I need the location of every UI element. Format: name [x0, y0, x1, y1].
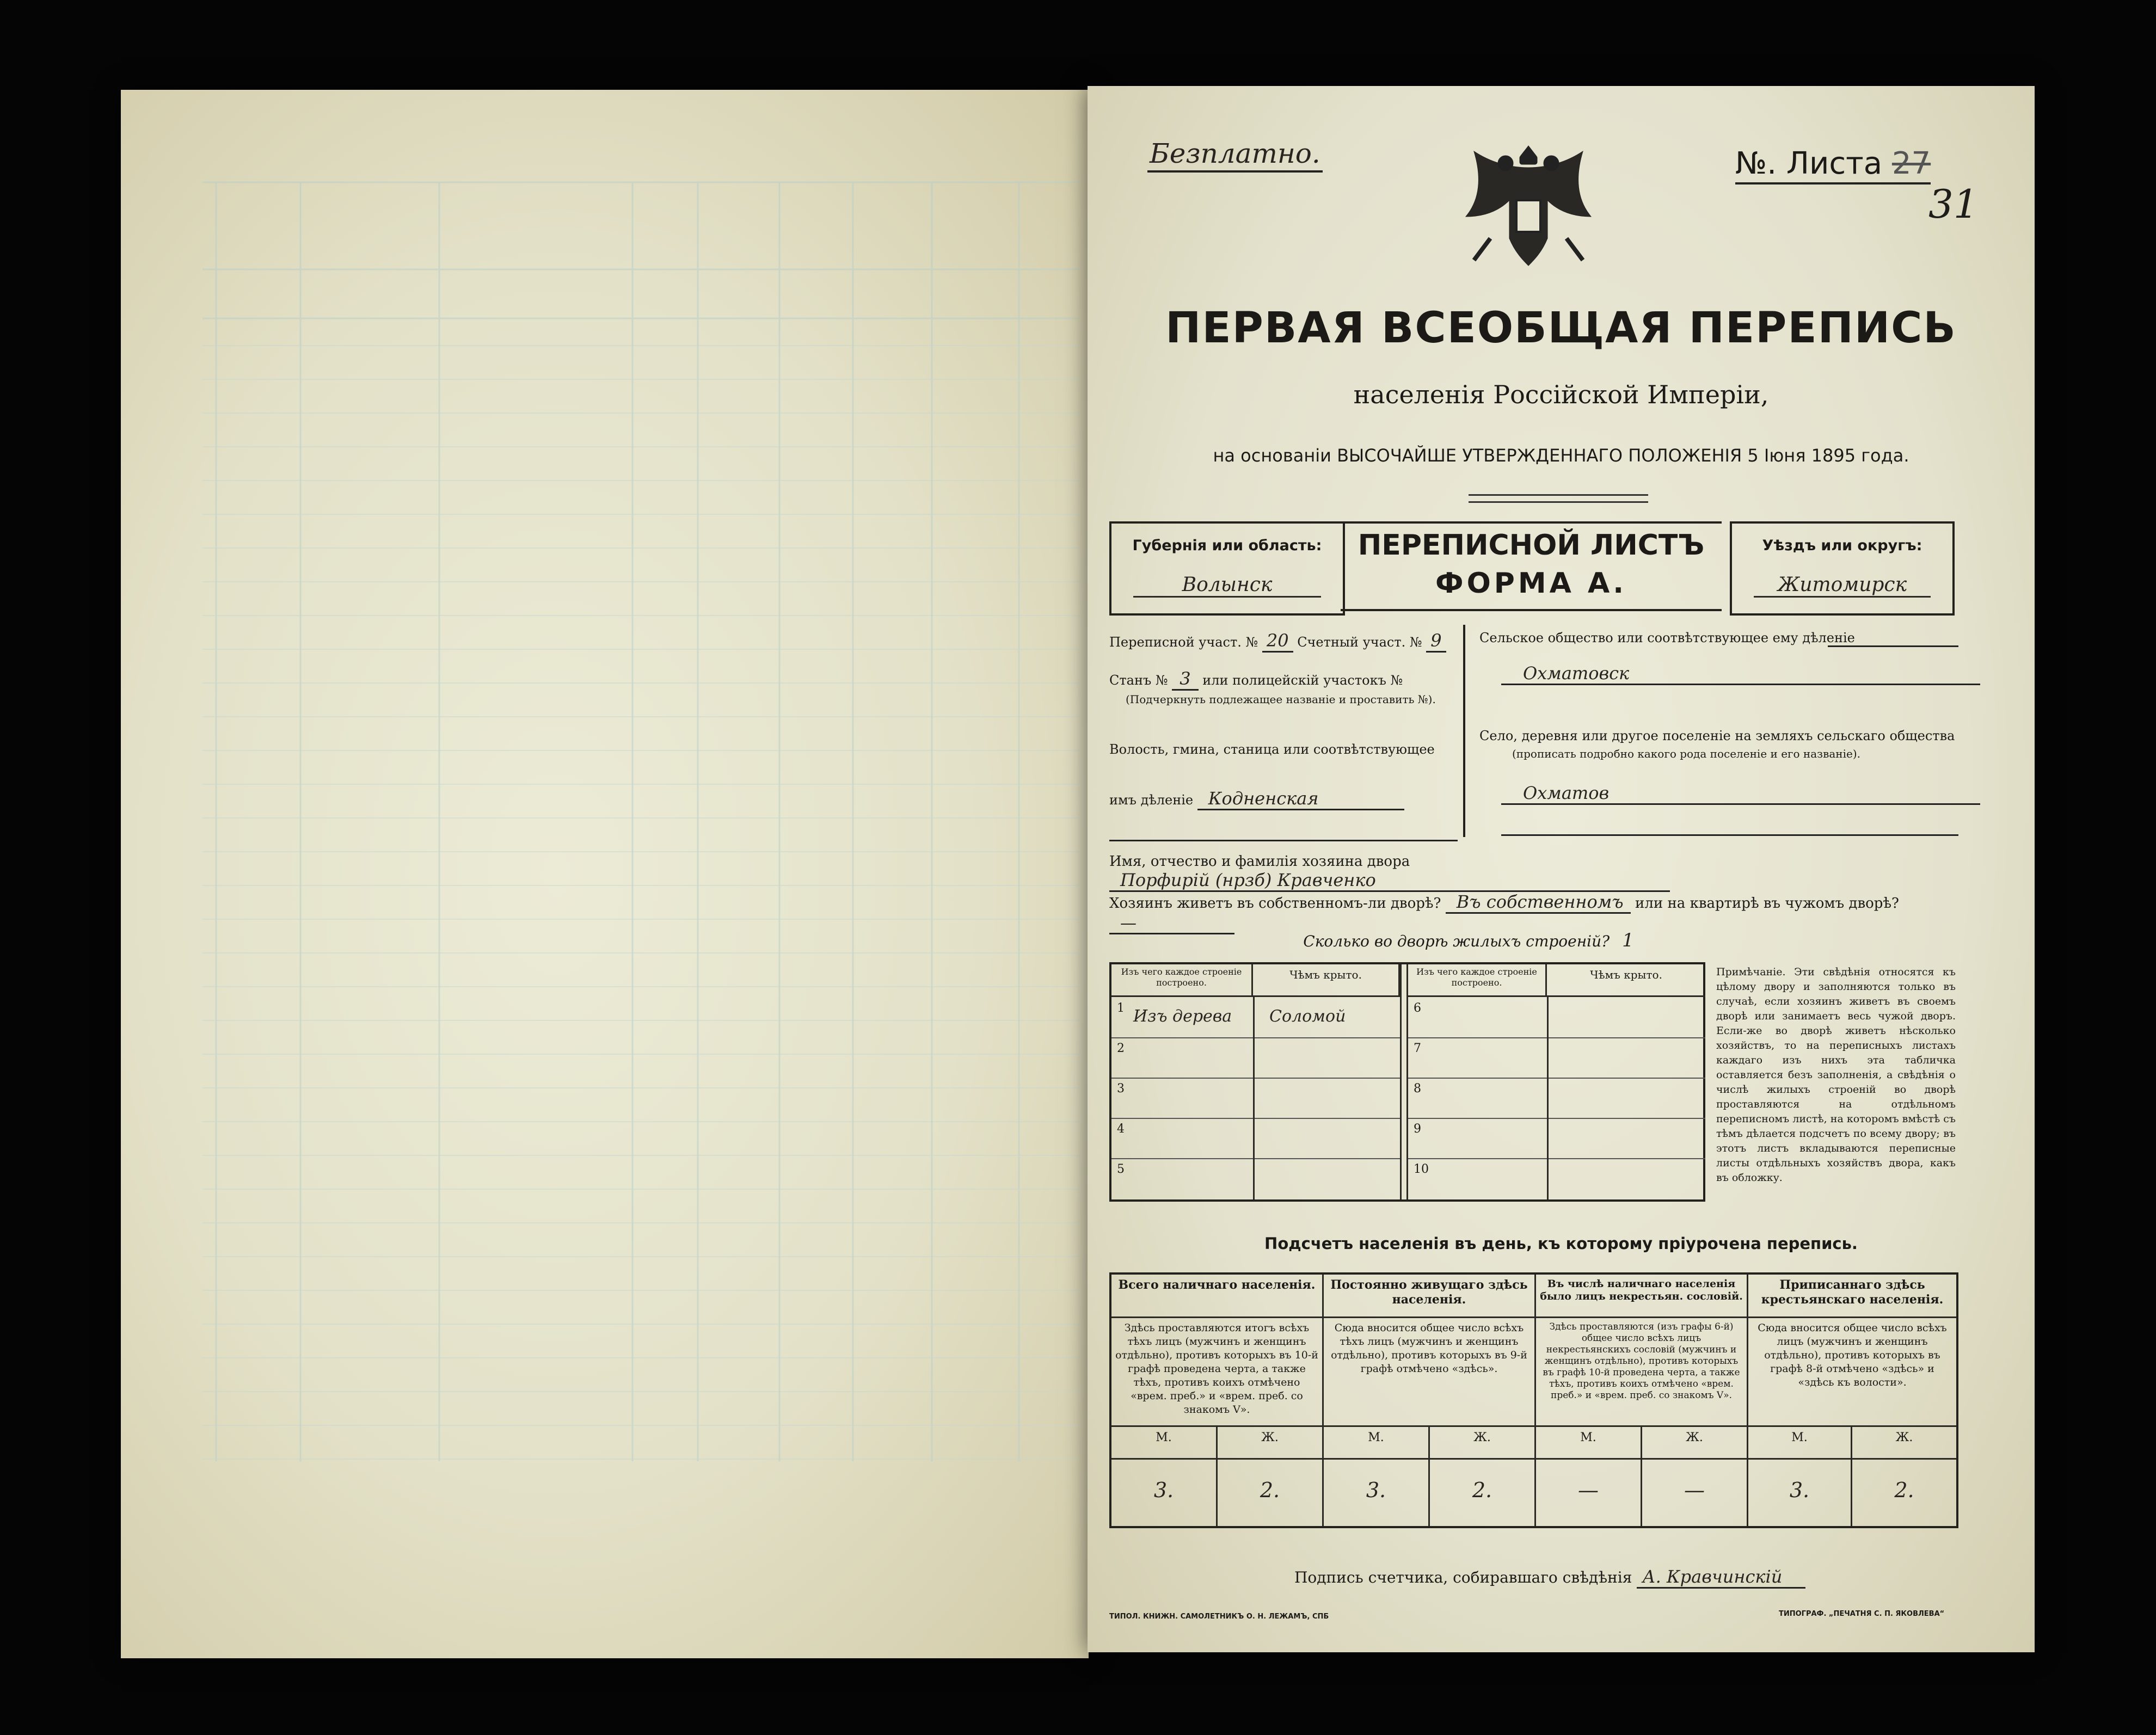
- count-plot-label: Счетный участ. №: [1297, 635, 1422, 650]
- form-letter: ФОРМА А.: [1435, 567, 1627, 600]
- sheet-title-box: [1341, 521, 1722, 611]
- imperial-eagle-emblem: [1458, 135, 1599, 282]
- gubernia-value: Волынск: [1133, 574, 1321, 598]
- imprint-right: ТИПОГРАФ. „ПЕЧАТНЯ С. П. ЯКОВЛЕВА“: [1779, 1610, 1945, 1618]
- count-value-m: 3.: [1111, 1460, 1218, 1526]
- bld-row-number: 6: [1414, 1001, 1421, 1015]
- count-col-m: М.: [1111, 1427, 1218, 1460]
- bld-mid-divider: [1400, 964, 1408, 1199]
- count-col-m: М.: [1324, 1427, 1430, 1460]
- own-yard-line: [1109, 891, 1958, 934]
- census-plot-label: Переписной участ. №: [1109, 635, 1258, 650]
- bld-col-sep: [1253, 997, 1255, 1199]
- left-page-blank: [121, 90, 1089, 1658]
- bld-row-number: 7: [1414, 1042, 1421, 1055]
- bld-rows-left: [1111, 997, 1400, 1199]
- population-count-table: [1109, 1272, 1958, 1528]
- form-basis-line: на основаніи ВЫСОЧАЙШЕ УТВЕРЖДЕННАГО ПОЛОЖЕНІЯ 5 Іюня 1895 года.: [1213, 445, 1909, 466]
- bld-row: [1111, 1078, 1400, 1119]
- signature-value: А. Кравчинскій: [1637, 1566, 1805, 1589]
- bld-row: [1111, 997, 1400, 1038]
- imprint-left: ТИПОЛ. КНИЖН. САМОЛЕТНИКЪ О. Н. ЛЕЖАМЪ, СПБ: [1109, 1613, 1329, 1621]
- uezd-value: Житомирск: [1754, 574, 1931, 598]
- bld-row-number: 2: [1117, 1042, 1125, 1055]
- bld-row-number: 10: [1414, 1162, 1429, 1176]
- buildings-table: [1109, 962, 1705, 1202]
- form-title: ПЕРВАЯ ВСЕОБЩАЯ ПЕРЕПИСЬ: [1165, 304, 1957, 353]
- police-label: или полицейскій участокъ №: [1202, 673, 1403, 688]
- bld-row-number: 3: [1117, 1082, 1125, 1096]
- stan-value: 3: [1172, 668, 1198, 691]
- count-plot-value: 9: [1426, 630, 1446, 653]
- bld-row-number: 5: [1117, 1162, 1125, 1176]
- bld-header-roof-left: Чѣмъ крыто.: [1253, 964, 1400, 997]
- sheet-number-struck: 27: [1891, 146, 1931, 181]
- count-group-desc: Здѣсь проставляются (изъ графы 6-й) общее число всѣхъ лицъ некрестьянскихъ сословій (мужчинъ и женщинъ отдѣльно), противъ которыхъ въ графѣ 10-й проведена черта, а также тѣхъ, противъ коихъ отмѣчено «врем. преб.» и «врем. преб. со знакомъ V».: [1536, 1318, 1748, 1427]
- bld-row1-material: Изъ дерева: [1133, 1007, 1232, 1026]
- census-form-page: [1088, 86, 2035, 1652]
- bld-row-number: 4: [1117, 1122, 1125, 1136]
- village-note: (прописать подробно какого рода поселеніе и его названіе).: [1512, 747, 1860, 760]
- count-col-m: М.: [1536, 1427, 1642, 1460]
- stan-label: Станъ №: [1109, 673, 1168, 688]
- count-group-desc: Здѣсь проставляются итогъ всѣхъ тѣхъ лицъ (мужчинъ и женщинъ отдѣльно), противъ которыхъ въ 10-й графѣ проведена черта, а также тѣхъ, противъ коихъ отмѣчено «врем. преб.» и «врем. преб. со знакомъ V».: [1111, 1318, 1324, 1427]
- census-plot-value: 20: [1262, 630, 1293, 653]
- buildings-line: [1088, 930, 1850, 951]
- count-col-f: Ж.: [1218, 1427, 1324, 1460]
- bld-row: [1111, 1158, 1400, 1198]
- ornament-divider: [1469, 494, 1648, 503]
- count-col-m: М.: [1748, 1427, 1852, 1460]
- bld-row-number: 1: [1117, 1001, 1125, 1015]
- society-value: Охматовск: [1501, 663, 1980, 685]
- signature-label: Подпись счетчика, собиравшаго свѣдѣнія: [1294, 1568, 1632, 1586]
- count-group-desc: Сюда вносится общее число всѣхъ лицъ (мужчинъ и женщинъ отдѣльно), противъ которыхъ въ графѣ 8-й отмѣчено «здѣсь» и «здѣсь къ волости».: [1748, 1318, 1956, 1427]
- society-label: Сельское общество или соотвѣтствующее ему дѣленіе: [1479, 630, 1855, 645]
- signature-line: [1294, 1566, 1893, 1589]
- count-value-m: —: [1536, 1460, 1642, 1526]
- owner-line: [1109, 853, 1958, 892]
- bld-row-number: 8: [1414, 1082, 1421, 1096]
- rent-label: или на квартирѣ въ чужомъ дворѣ?: [1635, 895, 1899, 912]
- bld-row: [1111, 1037, 1400, 1079]
- bld-header-material-left: Изъ чего каждое строеніе построено.: [1111, 964, 1253, 997]
- sheet-number-handwritten: 31: [1928, 181, 1979, 227]
- free-label: Безплатно.: [1147, 138, 1323, 173]
- gubernia-label: Губернія или область:: [1132, 537, 1322, 554]
- location-divider: [1463, 625, 1465, 837]
- bld-row: [1408, 1118, 1705, 1159]
- faint-bleed-through-grid: [121, 90, 1089, 1658]
- bld-row: [1408, 1037, 1705, 1079]
- uezd-box: [1730, 521, 1955, 616]
- note-text: Примѣчаніе. Эти свѣдѣнія относятся къ цѣлому двору и заполняются только въ случаѣ, если хозяинъ живетъ въ своемъ дворѣ или занимаетъ весь чужой дворъ. Если-же во дворѣ живетъ нѣсколько хозяйствъ, то на переписныхъ листахъ каждаго изъ нихъ эта табличка оставляется безъ заполненія, а свѣдѣнія о числѣ жилыхъ строеній во дворѣ проставляются на отдѣльномъ переписномъ листѣ, на которомъ вмѣстѣ съ тѣмъ дѣлается подсчетъ по всему двору; въ этотъ листъ вкладываются переписные листы отдѣльныхъ хозяйствъ двора, какъ въ обложку.: [1716, 966, 1956, 1184]
- buildings-label: Сколько во дворѣ жилыхъ строеній?: [1303, 932, 1610, 950]
- count-col-f: Ж.: [1642, 1427, 1748, 1460]
- form-subtitle: населенія Россійской Имперіи,: [1353, 380, 1769, 409]
- village-extra-line: [1501, 834, 1958, 836]
- sheet-title: ПЕРЕПИСНОЙ ЛИСТЪ: [1358, 529, 1705, 562]
- bld-row-number: 9: [1414, 1122, 1421, 1136]
- count-col-f: Ж.: [1852, 1427, 1956, 1460]
- village-label: Село, деревня или другое поселеніе на земляхъ сельскаго общества: [1479, 728, 1955, 743]
- count-value-m: 3.: [1324, 1460, 1430, 1526]
- count-group-desc: Сюда вносится общее число всѣхъ тѣхъ лицъ (мужчинъ и женщинъ отдѣльно), противъ которыхъ въ 9-й графѣ отмѣчено «здѣсь».: [1324, 1318, 1536, 1427]
- count-group-head: Всего наличнаго населенія.: [1111, 1275, 1324, 1318]
- volost-label-1: Волость, гмина, станица или соотвѣтствующее: [1109, 742, 1435, 757]
- count-title: Подсчетъ населенія въ день, къ которому пріурочена перепись.: [1264, 1234, 1858, 1253]
- sheet-number: [1735, 146, 1931, 184]
- volost-extra-line: [1109, 840, 1458, 841]
- rent-value: —: [1109, 914, 1234, 934]
- count-value-f: 2.: [1894, 1478, 1914, 1502]
- sheet-number-label: №. Листа: [1735, 146, 1883, 181]
- uezd-label: Уѣздъ или округъ:: [1762, 537, 1922, 554]
- police-note: (Подчеркнуть подлежащее названіе и проставить №).: [1126, 693, 1436, 706]
- owner-label: Имя, отчество и фамилія хозяина двора: [1109, 853, 1410, 870]
- bld-row1-roof: Соломой: [1269, 1007, 1346, 1026]
- count-group-head: Постоянно живущаго здѣсь населенія.: [1324, 1275, 1536, 1318]
- count-col-f: Ж.: [1430, 1427, 1536, 1460]
- bld-row: [1408, 1158, 1705, 1198]
- count-value-m: 3.: [1748, 1460, 1852, 1526]
- gubernia-box: [1109, 521, 1345, 616]
- bld-header-roof-right: Чѣмъ крыто.: [1547, 964, 1705, 997]
- buildings-value: 1: [1622, 930, 1634, 951]
- bld-header-material-right: Изъ чего каждое строеніе построено.: [1408, 964, 1547, 997]
- volost-line: [1109, 788, 1458, 810]
- volost-value: Кодненская: [1197, 788, 1404, 810]
- bld-row: [1408, 997, 1705, 1038]
- bld-rows-right: [1408, 997, 1705, 1199]
- count-value-f: —: [1642, 1460, 1748, 1526]
- bld-row: [1408, 1078, 1705, 1119]
- volost-label-2: имъ дѣленіе: [1109, 792, 1194, 808]
- count-value-f: 2.: [1218, 1460, 1324, 1526]
- bld-row: [1111, 1118, 1400, 1159]
- bld-col-sep: [1547, 997, 1549, 1199]
- census-plot-line: [1109, 630, 1458, 651]
- count-group-head: Въ числѣ наличнаго населенія было лицъ некрестьян. сословій.: [1536, 1275, 1748, 1318]
- own-yard-value: Въ собственномъ: [1446, 891, 1631, 914]
- owner-value: Порфирій (нрзб) Кравченко: [1109, 870, 1670, 892]
- society-label-line: [1828, 645, 1958, 647]
- count-group-head: Приписаннаго здѣсь крестьянскаго населенія.: [1748, 1275, 1956, 1318]
- stan-line: [1109, 668, 1458, 689]
- own-yard-label: Хозяинъ живетъ въ собственномъ-ли дворѣ?: [1109, 895, 1441, 912]
- village-value: Охматов: [1501, 783, 1980, 805]
- count-value-f: 2.: [1430, 1460, 1536, 1526]
